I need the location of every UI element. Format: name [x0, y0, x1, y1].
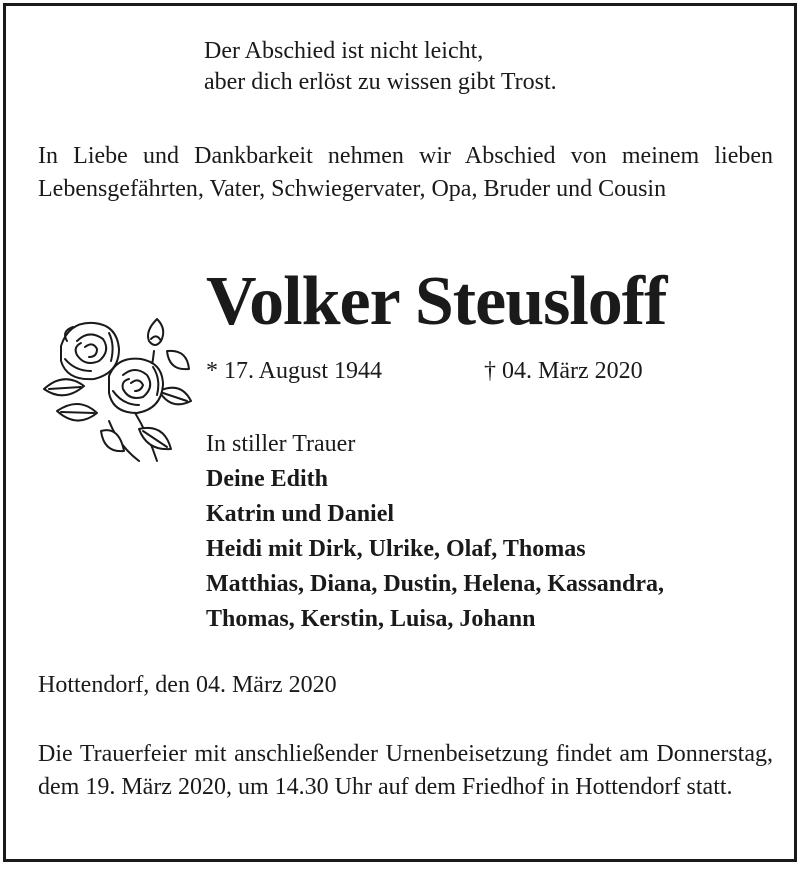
mourner-line: Deine Edith	[206, 466, 329, 492]
birth-date: * 17. August 1944	[206, 358, 383, 384]
motto-line-1: Der Abschied ist nicht leicht,	[204, 38, 484, 64]
mourners-list	[206, 427, 776, 637]
motto	[204, 36, 764, 98]
mourner-line: Heidi mit Dirk, Ulrike, Olaf, Thomas	[206, 536, 586, 562]
mourning-lead: In stiller Trauer	[206, 431, 356, 457]
death-date: † 04. März 2020	[484, 358, 643, 384]
obituary-frame	[3, 3, 797, 862]
place-and-date: Hottendorf, den 04. März 2020	[38, 672, 337, 698]
rose-icon	[39, 311, 194, 466]
funeral-service-text: Die Trauerfeier mit anschließender Urnenbeisetzung findet am Donnerstag, dem 19. März 2020, um 14.30 Uhr auf dem Friedhof in Hottendorf statt.	[38, 741, 773, 800]
intro-text: In Liebe und Dankbarkeit nehmen wir Abschied von meinem lieben Lebensgefährten, Vater, Schwiegervater, Opa, Bruder und Cousin	[38, 143, 773, 202]
mourner-line: Thomas, Kerstin, Luisa, Johann	[206, 606, 536, 632]
mourner-line: Matthias, Diana, Dustin, Helena, Kassandra,	[206, 571, 665, 597]
motto-line-2: aber dich erlöst zu wissen gibt Trost.	[204, 69, 557, 95]
mourner-line: Katrin und Daniel	[206, 501, 395, 527]
deceased-name: Volker Steusloff	[206, 263, 667, 340]
